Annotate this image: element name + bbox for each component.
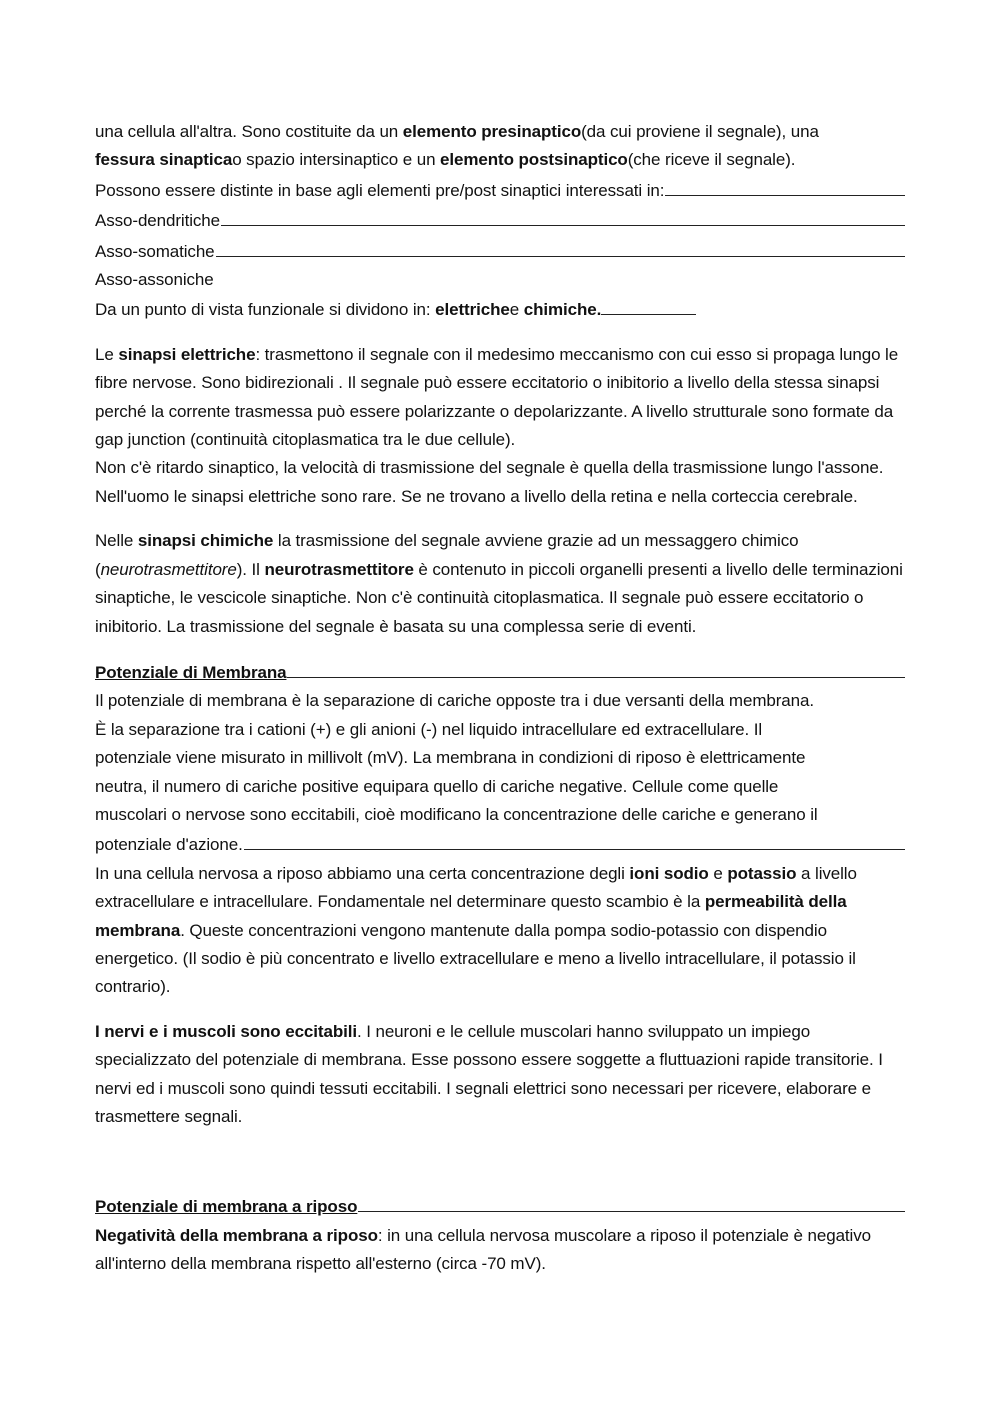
underline-fill: [221, 205, 905, 226]
text-run: : trasmettono il segnale con il medesimo meccanismo con cui esso si propaga lungo le fibre nervose. Sono bidirezionali . Il segnale può essere eccitatorio o inibitorio a livello della stessa sinapsi perché la corrente trasmessa può essere polarizzante o depolarizzante. A livello strutturale sono formate da gap junction (continuità citoplasmatica tra le due cellule).: [95, 344, 899, 450]
synapse-type-asso-assoniche: [95, 266, 905, 294]
section-heading-potenziale-a-riposo: [95, 1191, 905, 1221]
text-run: e: [509, 300, 520, 320]
text-line: [95, 687, 905, 715]
text-line: [95, 801, 905, 829]
membrane-potential-paragraph: [95, 687, 905, 859]
italic-term: neurotrasmettitore: [100, 559, 237, 579]
text-run: o spazio intersinaptico e un: [232, 150, 436, 170]
text-run: Asso-somatiche: [95, 241, 215, 261]
text-run: Da un punto di vista funzionale si dividono in:: [95, 300, 431, 320]
text-run: Il potenziale di membrana è la separazione di cariche opposte tra i due versanti della membrana.: [95, 691, 814, 711]
excitability-paragraph: [95, 1018, 905, 1132]
text-run: a livello extracellulare e intracellulare. Fondamentale nel determinare questo scambio è la: [95, 863, 857, 912]
synapse-type-asso-dendritiche: [95, 205, 905, 235]
text-run: (da cui proviene il segnale), una: [581, 122, 819, 141]
bold-term: sinapsi elettriche: [118, 344, 256, 364]
text-line: [95, 744, 905, 772]
bold-term: ioni sodio: [629, 863, 709, 883]
synapse-structure-paragraph: [95, 118, 905, 325]
chemical-synapses-paragraph: [95, 527, 905, 641]
underline-fill: [601, 294, 696, 315]
text-run: Le: [95, 344, 119, 364]
bold-term: elettriche: [435, 300, 510, 320]
text-run: potenziale viene misurato in millivolt (mV). La membrana in condizioni di riposo è elettricamente: [95, 748, 806, 768]
text-run: Nelle: [95, 531, 138, 551]
synapse-type-asso-somatiche: [95, 236, 905, 266]
text-line: [95, 716, 905, 744]
heading-text: Potenziale di membrana a riposo: [95, 1197, 358, 1217]
text-run: Possono essere distinte in base agli elementi pre/post sinaptici interessati in:: [95, 180, 665, 200]
underline-fill: [665, 175, 905, 196]
text-run: È la separazione tra i cationi (+) e gli anioni (-) nel liquido intracellulare ed extracellulare. Il: [95, 719, 763, 739]
text-run: In una cellula nervosa a riposo abbiamo una certa concentrazione degli: [95, 863, 630, 883]
text-run: Non c'è ritardo sinaptico, la velocità di trasmissione del segnale è quella della trasmissione lungo l'assone. Nell'uomo le sinapsi elettriche sono rare. Se ne trovano a livello della retina e nella corteccia cerebrale.: [95, 458, 884, 506]
underline-fill: [358, 1191, 905, 1212]
text-line: [95, 294, 905, 324]
text-line: [95, 829, 905, 859]
text-run: muscolari o nervose sono eccitabili, cioè modificano la concentrazione delle cariche e generano il: [95, 804, 818, 824]
bold-term: chimiche: [523, 300, 597, 320]
bold-term: elemento postsinaptico: [440, 150, 628, 170]
text-run: è contenuto in piccoli organelli presenti a livello delle terminazioni sinaptiche, le vescicole sinaptiche. Non c'è continuità citoplasmatica. Il segnale può essere eccitatorio o inibitorio. La trasmissione del segnale è basata su una complessa serie di eventi.: [95, 559, 903, 636]
bold-term: I nervi e i muscoli sono eccitabili: [95, 1021, 357, 1041]
underline-fill: [287, 657, 905, 678]
bold-term: Negatività della membrana a riposo: [95, 1225, 378, 1245]
text-run: Asso-dendritiche: [95, 211, 221, 231]
text-run: potenziale d'azione.: [95, 835, 243, 855]
bold-term: fessura sinaptica: [95, 150, 233, 170]
text-line: [95, 146, 905, 174]
text-run: neutra, il numero di cariche positive equipara quello di cariche negative. Cellule come quelle: [95, 776, 779, 796]
text-run: ). Il: [236, 559, 265, 579]
text-line: [95, 773, 905, 801]
underline-fill: [244, 829, 905, 850]
bold-term: potassio: [727, 863, 797, 883]
text-run: (che riceve il segnale).: [627, 150, 796, 170]
document-body: [95, 118, 905, 1295]
text-run: una cellula all'altra. Sono costituite da un: [95, 122, 399, 141]
text-run: e: [708, 863, 728, 883]
text-run: . Queste concentrazioni vengono mantenute dalla pompa sodio-potassio con dispendio energetico. (Il sodio è più concentrato e livello extracellulare e meno a livello intracellulare, il potassio il contrario).: [95, 920, 856, 997]
underline-fill: [216, 236, 905, 257]
text-run: la trasmissione del segnale avviene grazie ad un messaggero chimico (: [95, 531, 799, 579]
bold-term: neurotrasmettitore: [264, 559, 414, 579]
bold-term: .: [596, 300, 602, 320]
bold-term: elemento presinaptico: [402, 122, 582, 141]
text-run: : in una cellula nervosa muscolare a riposo il potenziale è negativo all'interno della membrana rispetto all'esterno (circa -70 mV).: [95, 1225, 871, 1274]
text-line: [95, 118, 905, 146]
bold-term: permeabilità della membrana: [95, 892, 847, 940]
resting-negativity-paragraph: [95, 1222, 905, 1279]
text-run: . I neuroni e le cellule muscolari hanno sviluppato un impiego specializzato del potenziale di membrana. Esse possono essere soggette a fluttuazioni rapide transitorie. I nervi ed i muscoli sono quindi tessuti eccitabili. I segnali elettrici sono necessari per ricevere, elaborare e trasmettere segnali.: [95, 1021, 883, 1126]
text-run: Asso-assoniche: [95, 270, 214, 290]
bold-term: sinapsi chimiche: [137, 531, 274, 551]
section-heading-potenziale-di-membrana: [95, 657, 905, 687]
heading-text: Potenziale di Membrana: [95, 662, 287, 682]
electrical-synapses-paragraph: [95, 341, 905, 511]
ion-concentration-paragraph: [95, 860, 905, 1002]
text-line: [95, 175, 905, 205]
